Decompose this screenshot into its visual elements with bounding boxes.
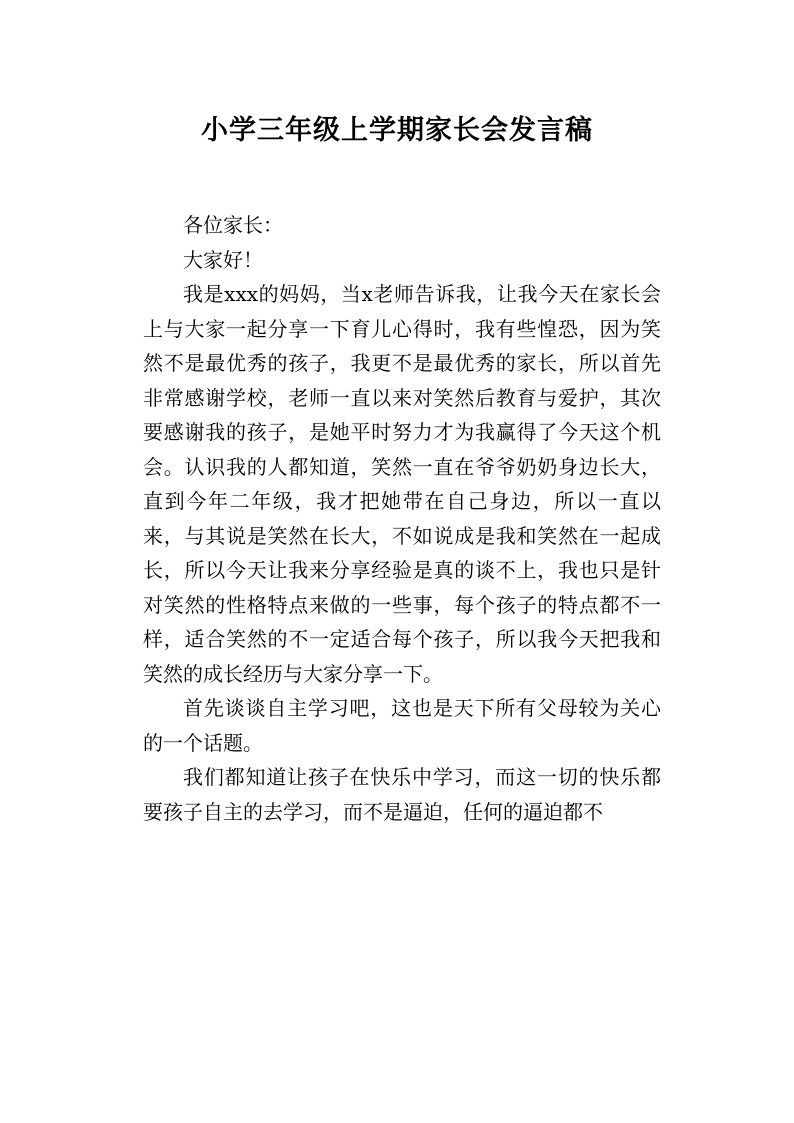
document-title: 小学三年级上学期家长会发言稿 — [201, 115, 593, 146]
document-body — [143, 208, 661, 829]
paragraph-happy-learning: 我们都知道让孩子在快乐中学习，而这一切的快乐都要孩子自主的去学习，而不是逼迫，任何的逼迫都不 — [143, 765, 661, 824]
greeting: 大家好！ — [183, 247, 263, 272]
paragraph-introduction: 我是xxx的妈妈，当x老师告诉我，让我今天在家长会上与大家一起分享一下育儿心得时，我有些惶恐，因为笑然不是最优秀的孩子，我更不是最优秀的家长，所以首先非常感谢学校，老师一直以来对笑然后教育与爱护，其次要感谢我的孩子，是她平时努力才为我赢得了今天这个机会。认识我的人都知道，笑然一直在爷爷奶奶身边长大，直到今年二年级，我才把她带在自己身边，所以一直以来，与其说是笑然在长大，不如说成是我和笑然在一起成长，所以今天让我来分享经验是真的谈不上，我也只是针对笑然的性格特点来做的一些事，每个孩子的特点都不一样，适合笑然的不一定适合每个孩子，所以我今天把我和笑然的成长经历与大家分享一下。 — [143, 282, 661, 686]
salutation: 各位家长： — [183, 213, 283, 237]
paragraph-self-study: 首先谈谈自主学习吧，这也是天下所有父母较为关心的一个话题。 — [143, 696, 661, 755]
